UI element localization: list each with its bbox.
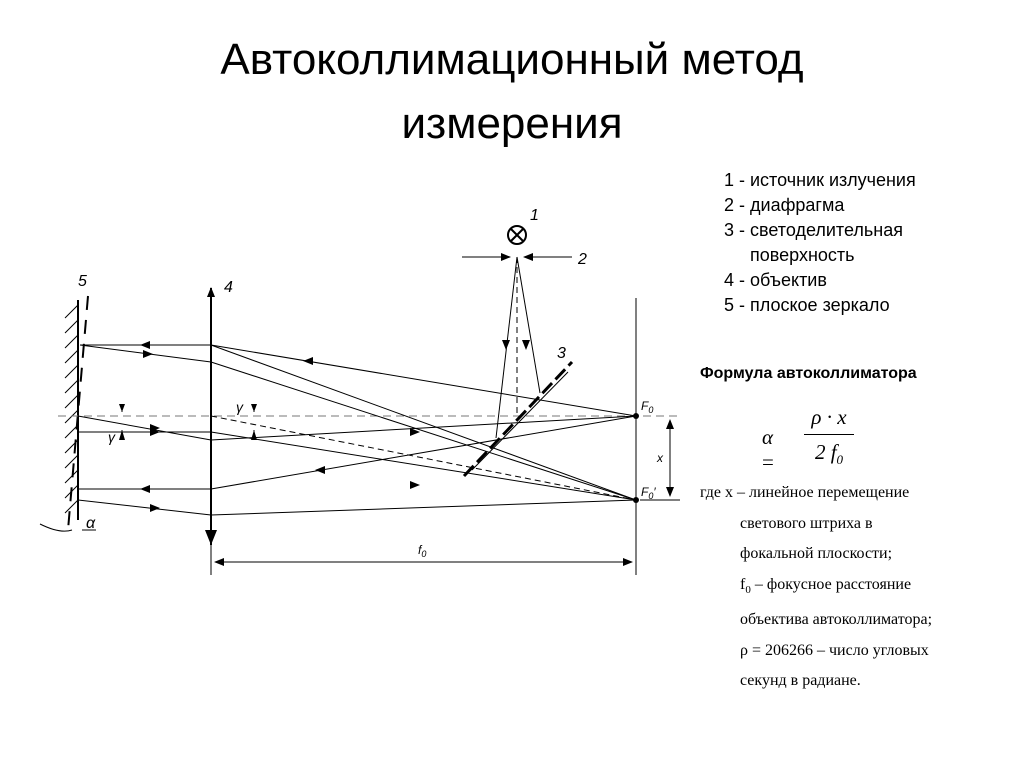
label-1: 1 bbox=[530, 207, 539, 224]
desc-line-7: секунд в радиане. bbox=[740, 672, 861, 690]
flat-mirror bbox=[65, 296, 88, 530]
formula-eq: = bbox=[762, 450, 774, 474]
angle-marks bbox=[40, 404, 254, 531]
label-4: 4 bbox=[224, 279, 233, 296]
formula-numerator: ρ · x bbox=[811, 405, 847, 429]
label-2: 2 bbox=[578, 251, 587, 268]
label-f0-prime-point: $F_0'$ bbox=[641, 485, 656, 501]
legend-item-2: 2 - диафрагма bbox=[724, 195, 845, 215]
beam-splitter bbox=[464, 362, 572, 476]
label-gamma-mirror: γ bbox=[108, 429, 115, 445]
legend-item-3: 3 - светоделительная bbox=[724, 220, 903, 240]
focus-f0-prime-point bbox=[633, 497, 639, 503]
formula-fraction bbox=[804, 403, 854, 473]
title-line-2: измерения bbox=[401, 99, 623, 148]
desc-line-6: ρ = 206266 – число угловых bbox=[740, 641, 929, 659]
formula-description bbox=[700, 478, 1020, 697]
desc-line-4: $f_0$ – фокусное расстояние bbox=[740, 575, 912, 596]
radiation-source bbox=[508, 226, 526, 244]
label-3: 3 bbox=[557, 345, 566, 362]
ray-paths bbox=[78, 345, 636, 515]
formula-denominator: 2 $f_0$ bbox=[814, 440, 844, 468]
legend-item-4: 4 - объектив bbox=[724, 270, 827, 290]
label-alpha: α bbox=[86, 515, 96, 532]
formula-title: Формула автоколлиматора bbox=[700, 365, 917, 382]
legend-item-5: 5 - плоское зеркало bbox=[724, 295, 890, 315]
desc-line-3: фокальной плоскости; bbox=[740, 545, 893, 562]
desc-line-2: светового штриха в bbox=[740, 514, 873, 532]
ray-arrows bbox=[140, 341, 420, 512]
label-gamma-lens: γ bbox=[236, 399, 243, 415]
legend-item-3-cont: поверхность bbox=[750, 245, 855, 265]
legend bbox=[724, 168, 1014, 318]
source-beam bbox=[496, 257, 540, 438]
label-5: 5 bbox=[78, 273, 87, 290]
title-line-1: Автоколлимационный метод bbox=[220, 35, 804, 84]
label-x: x bbox=[657, 451, 663, 465]
label-f0-dimension: $f_0$ bbox=[418, 543, 427, 559]
legend-item-1: 1 - источник излучения bbox=[724, 170, 916, 190]
formula-lhs: α = bbox=[762, 425, 774, 474]
desc-line-5: объектива автоколлиматора; bbox=[740, 611, 933, 629]
focus-f0-point bbox=[633, 413, 639, 419]
label-f0-point: $F_0$ bbox=[641, 399, 654, 415]
desc-line-1: где x – линейное перемещение bbox=[700, 484, 910, 501]
